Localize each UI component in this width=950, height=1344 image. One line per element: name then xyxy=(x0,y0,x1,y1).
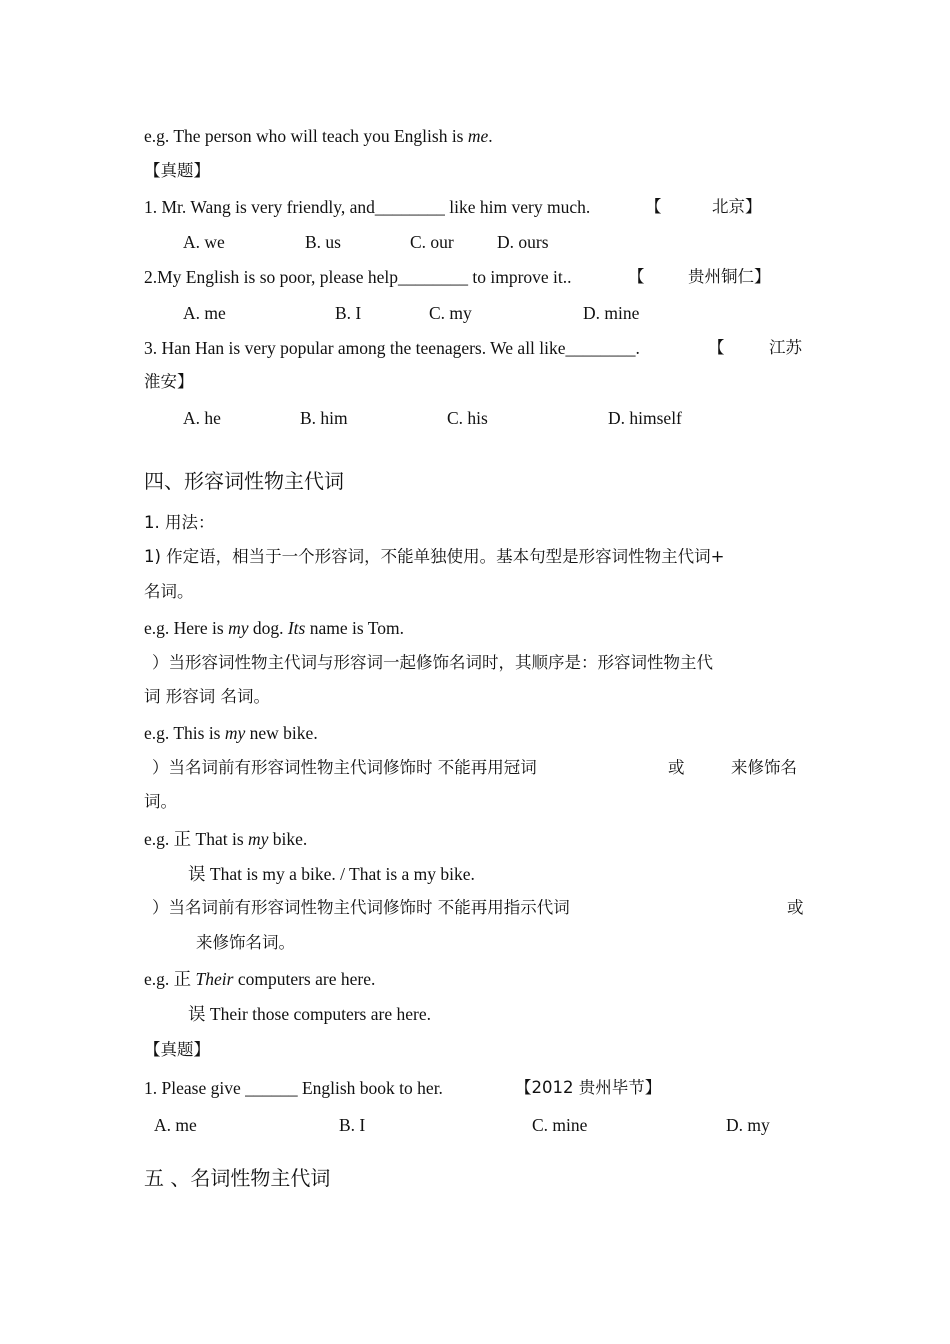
question-source-open: 【 xyxy=(628,267,645,286)
example-emphasis: Their xyxy=(195,969,234,989)
question-source-cont: 淮安】 xyxy=(144,372,194,391)
option-c: C. our xyxy=(410,232,454,252)
question-text: 2.My English is so poor, please help________ to improve it.. xyxy=(144,267,572,287)
example-4-correct xyxy=(144,968,375,990)
rule-2-line-1: ）当形容词性物主代词与形容词一起修饰名词时，其顺序是：形容词性物主代 xyxy=(152,653,713,672)
example-emphasis: my xyxy=(228,618,249,638)
rule-2-line-2: 词 形容词 名词。 xyxy=(144,687,270,706)
example-text-end: computers are here. xyxy=(233,969,376,989)
example-3-correct xyxy=(144,828,307,850)
example-text: e.g. This is xyxy=(144,723,225,743)
example-text: e.g. Here is xyxy=(144,618,229,638)
rule-3-line-1: ）当名词前有形容词性物主代词修饰时 不能再用冠词 xyxy=(152,758,537,777)
example-text-end: new bike. xyxy=(245,723,318,743)
option-b: B. I xyxy=(335,303,362,323)
example-emphasis: Its xyxy=(287,618,306,638)
question-source: 北京】 xyxy=(712,197,762,216)
option-a: A. me xyxy=(183,303,226,323)
example-emphasis: my xyxy=(248,829,269,849)
option-c: C. his xyxy=(447,408,488,428)
question-3 xyxy=(144,337,640,359)
rule-3-tail: 来修饰名 xyxy=(731,758,797,777)
example-text: e.g. 正 That is xyxy=(144,829,249,849)
zhenti-label: 【真题】 xyxy=(144,1040,210,1059)
example-2 xyxy=(144,722,318,744)
rule-3-line-2: 词。 xyxy=(144,792,177,811)
usage-label: 1. 用法： xyxy=(144,513,215,532)
question-text: 3. Han Han is very popular among the teenagers. We all like________. xyxy=(144,338,640,358)
question-1 xyxy=(144,196,590,218)
option-d: D. my xyxy=(726,1115,770,1135)
example-text: e.g. The person who will teach you English is xyxy=(144,126,468,146)
example-text-end: . xyxy=(488,126,493,146)
rule-1-line-1: 1) 作定语，相当于一个形容词，不能单独使用。基本句型是形容词性物主代词+ xyxy=(144,547,725,566)
rule-1-line-2: 名词。 xyxy=(144,582,194,601)
example-4-wrong: 误 Their those computers are here. xyxy=(188,1004,431,1024)
option-a: A. he xyxy=(183,408,221,428)
example-text: dog. xyxy=(248,618,288,638)
question-source: 【2012 贵州毕节】 xyxy=(515,1078,662,1097)
rule-4-line-2: 来修饰名词。 xyxy=(196,933,295,952)
option-d: D. mine xyxy=(583,303,640,323)
option-c: C. mine xyxy=(532,1115,588,1135)
option-b: B. us xyxy=(305,232,341,252)
option-a: A. me xyxy=(154,1115,197,1135)
example-emphasis: me xyxy=(467,126,489,146)
example-3-wrong: 误 That is my a bike. / That is a my bike. xyxy=(188,864,475,884)
example-line xyxy=(144,125,493,147)
question-source-open: 【 xyxy=(645,197,662,216)
question-source: 江苏 xyxy=(769,338,802,357)
question-text: 1. Mr. Wang is very friendly, and________ like him very much. xyxy=(144,197,591,217)
option-d: D. ours xyxy=(497,232,549,252)
rule-4-or: 或 xyxy=(787,898,804,917)
question-text: 1. Please give ______ English book to her. xyxy=(144,1078,443,1098)
question-1 xyxy=(144,1077,443,1099)
option-b: B. him xyxy=(300,408,348,428)
option-c: C. my xyxy=(429,303,472,323)
example-text-end: bike. xyxy=(268,829,308,849)
question-source-open: 【 xyxy=(708,338,725,357)
section-heading: 五 、名词性物主代词 xyxy=(144,1166,331,1190)
example-text: e.g. 正 xyxy=(144,969,196,989)
option-d: D. himself xyxy=(608,408,682,428)
rule-3-or: 或 xyxy=(668,758,685,777)
example-emphasis: my xyxy=(224,723,246,743)
rule-4-line-1: ）当名词前有形容词性物主代词修饰时 不能再用指示代词 xyxy=(152,898,570,917)
example-text-end: name is Tom. xyxy=(305,618,404,638)
option-b: B. I xyxy=(339,1115,366,1135)
question-source: 贵州铜仁】 xyxy=(688,267,771,286)
question-2 xyxy=(144,266,572,288)
option-a: A. we xyxy=(183,232,225,252)
example-1 xyxy=(144,617,404,639)
section-heading: 四、形容词性物主代词 xyxy=(144,469,344,493)
zhenti-label: 【真题】 xyxy=(144,161,210,180)
